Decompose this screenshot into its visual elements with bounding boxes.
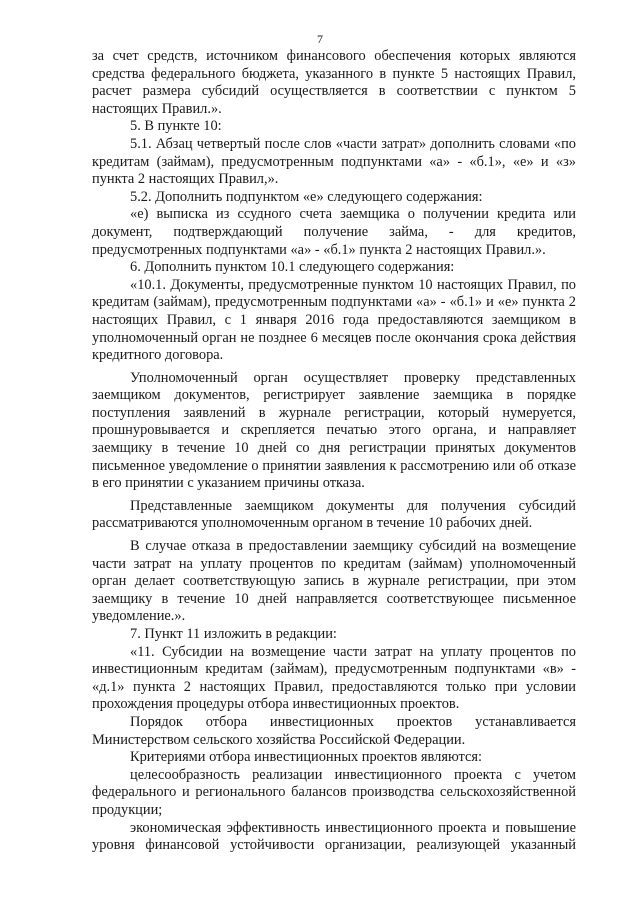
paragraph: «10.1. Документы, предусмотренные пунктом 10 настоящих Правил, по кредитам (займам), предусмотренным подпунктами «а» - «б.1» и «е» пункта 2 настоящих Правил, с 1 января 2016 года предоставляются заемщиком в уполномоченный орган не позднее 6 месяцев после окончания срока действия кредитного договора. [92, 276, 576, 364]
paragraph: за счет средств, источником финансового обеспечения которых являются средства федерального бюджета, указанного в пункте 5 настоящих Правил, расчет размера субсидий осуществляется в соответствии с пунктом 5 настоящих Правил.». [92, 48, 576, 117]
paragraph: 5.2. Дополнить подпунктом «е» следующего содержания: [130, 188, 483, 205]
paragraph: 6. Дополнить пунктом 10.1 следующего содержания: [130, 259, 455, 276]
page-number: 7 [317, 32, 323, 46]
paragraph: В случае отказа в предоставлении заемщику субсидий на возмещение части затрат на уплату процентов по кредитам (займам) уполномоченный орган делает соответствующую запись в журнале регистрации, при этом заемщику в течение 10 дней направляется соответствующее письменное уведомление.». [92, 538, 576, 625]
paragraph: Уполномоченный орган осуществляет проверку представленных заемщиком документов, регистрирует заявление заемщика в порядке поступления заявлений в журнале регистрации, который нумеруется, прошнуровывается и скрепляется печатью этого органа, и направляет заемщику в течение 10 дней со дня регистрации принятых документов письменное уведомление о принятии заявления к рассмотрению или об отказе в его принятии с указанием причины отказа. [92, 369, 576, 492]
paragraph: 5.1. Абзац четвертый после слов «части затрат» дополнить словами «по кредитам (займам), предусмотренным подпунктами «а» - «б.1», «е» и «з» пункта 2 настоящих Правил,». [92, 135, 576, 188]
paragraph: 7. Пункт 11 изложить в редакции: [130, 626, 337, 642]
paragraph: «е) выписка из ссудного счета заемщика о получении кредита или документ, подтверждающий получение займа, - для кредитов, предусмотренных подпунктами «а» - «б.1» пункта 2 настоящих Правил.». [92, 206, 576, 258]
paragraph: Представленные заемщиком документы для получения субсидий рассматриваются уполномоченным органом в течение 10 рабочих дней. [92, 497, 576, 532]
paragraph: 5. В пункте 10: [130, 118, 222, 135]
paragraph: Критериями отбора инвестиционных проектов являются: [130, 749, 482, 766]
paragraph: Порядок отбора инвестиционных проектов устанавливается Министерством сельского хозяйства Российской Федерации. [92, 713, 576, 748]
paragraph: экономическая эффективность инвестиционного проекта и повышение уровня финансовой устойчивости организации, реализующей указанный [92, 819, 576, 854]
paragraph: «11. Субсидии на возмещение части затрат на уплату процентов по инвестиционным кредитам (займам), предусмотренным подпунктами «в» - «д.1» пункта 2 настоящих Правил, предоставляются только при условии прохождения процедуры отбора инвестиционных проектов. [92, 643, 576, 713]
paragraph: целесообразность реализации инвестиционного проекта с учетом федерального и регионального балансов производства сельскохозяйственной продукции; [92, 766, 576, 818]
document-body [92, 48, 576, 855]
